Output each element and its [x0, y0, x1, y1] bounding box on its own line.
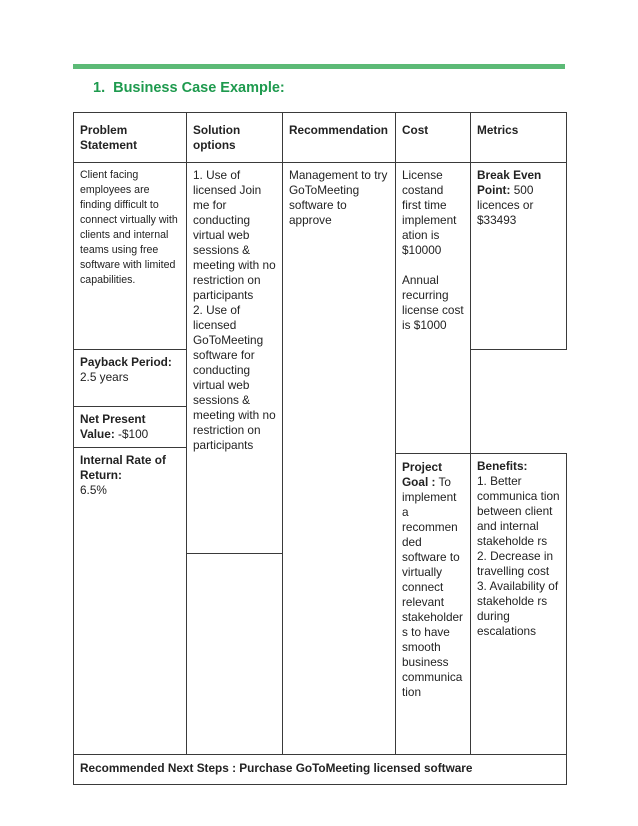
header-problem-statement: Problem Statement [74, 113, 187, 163]
next-steps-cell: Recommended Next Steps : Purchase GoToMeeting licensed software [74, 754, 567, 784]
break-even-value: 500 licences or $33493 [477, 183, 534, 227]
problem-statement-cell: Client facing employees are finding difficult to connect virtually with clients and internal teams using free software with limited capabilities. [74, 163, 187, 350]
solution-options-cell-end [187, 553, 283, 754]
table-footer-row [74, 754, 567, 784]
cost-cell: License costand first time implement ation is $10000 Annual recurring license cost is $1000 [396, 163, 471, 454]
payback-label: Payback Period: [80, 355, 172, 369]
irr-value: 6.5% [80, 483, 107, 497]
metric-npv [74, 407, 187, 448]
npv-label: Net Present Value: [80, 412, 146, 441]
break-even-label: Break Even Point: [477, 168, 542, 197]
table-row [74, 163, 567, 350]
section-title: Business Case Example: [113, 80, 285, 96]
section-divider [73, 64, 565, 69]
section-number: 1. [93, 80, 106, 96]
header-metrics: Metrics [471, 113, 567, 163]
solution-options-cell: 1. Use of licensed Join me for conducting virtual web sessions & meeting with no restriction on participants 2. Use of licensed GoToMeeting software for conducting virtual web sessions & meeting with no restriction on participants [187, 163, 283, 554]
table-header-row [74, 113, 567, 163]
header-solution-options: Solution options [187, 113, 283, 163]
business-case-table [73, 112, 567, 785]
project-goal-text: To implement a recommended software to virtually connect relevant stakeholders to have smooth business communication [402, 474, 463, 699]
header-cost: Cost [396, 113, 471, 163]
benefits-cell [471, 453, 567, 754]
header-recommendation: Recommendation [283, 113, 396, 163]
irr-label: Internal Rate of Return: [80, 453, 166, 482]
metric-payback [74, 350, 187, 407]
benefits-label: Benefits: [477, 458, 528, 473]
section-heading [93, 80, 285, 96]
metric-break-even [471, 163, 567, 350]
recommendation-cell: Management to try GoToMeeting software to approve [283, 163, 396, 755]
npv-value: -$100 [114, 427, 149, 441]
metric-irr [74, 448, 187, 755]
payback-value: 2.5 years [80, 370, 129, 384]
benefits-text: 1. Better communica tion between client and internal stakeholde rs 2. Decrease in travelling cost 3. Availability of stakeholde rs during escalations [477, 473, 560, 638]
project-goal-label: Project Goal : [402, 459, 442, 489]
project-goal-cell [396, 453, 471, 754]
